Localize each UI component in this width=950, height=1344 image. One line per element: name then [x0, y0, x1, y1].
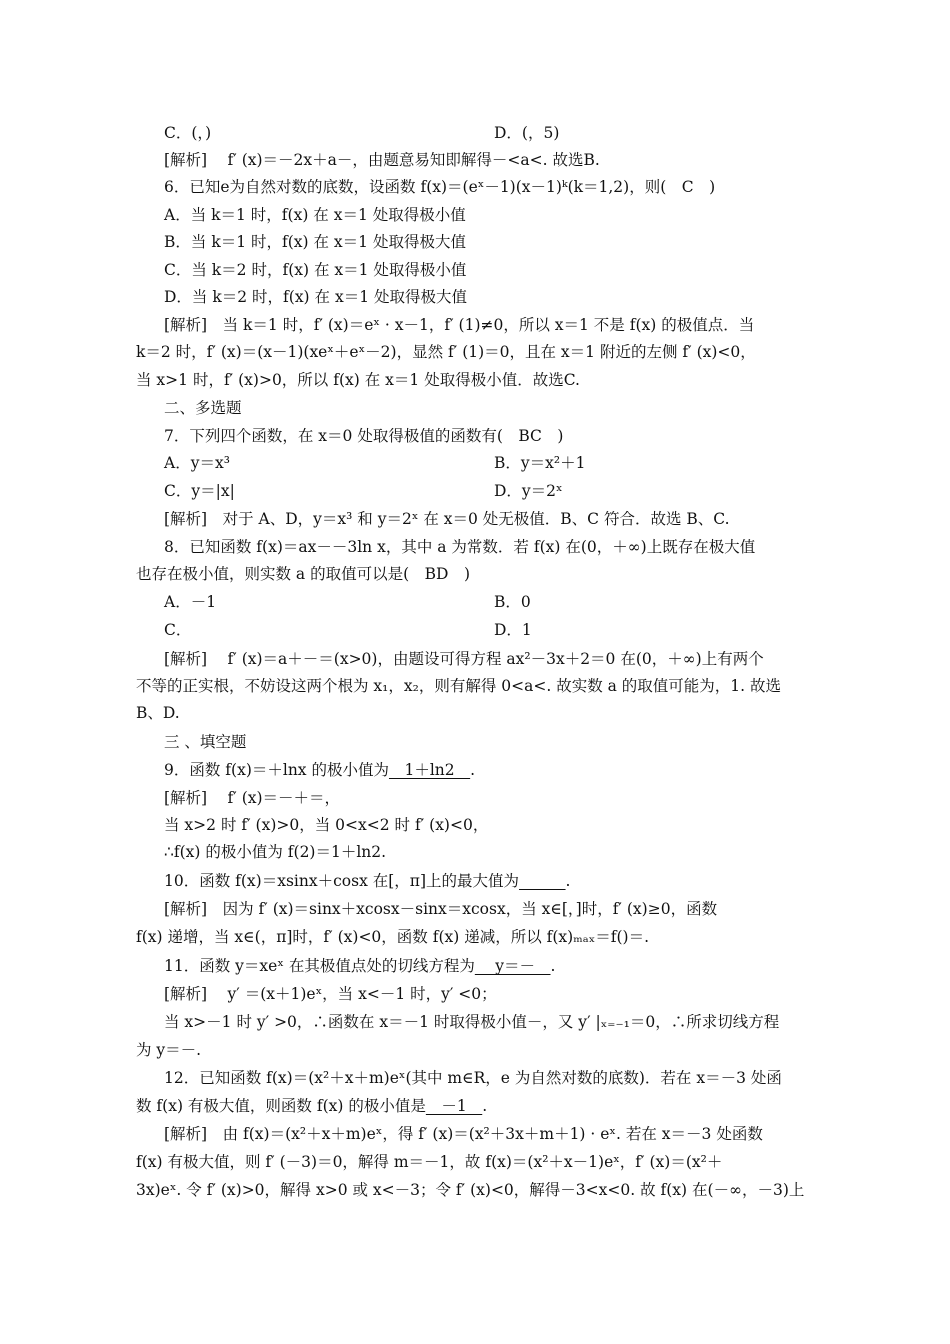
analysis-q7: [解析] 对于 A、D，y＝x³ 和 y＝2ˣ 在 x＝0 处无极值．B、C 符合．故选 B、C. — [164, 510, 730, 528]
analysis-q11-line1: [解析] y′ ＝(x＋1)eˣ，当 x<－1 时，y′ <0； — [164, 985, 497, 1003]
analysis-q10-line1: [解析] 因为 f′ (x)＝sinx＋xcosx－sinx＝xcosx，当 x∈[，]时，f′ (x)≥0，函数 — [164, 900, 718, 918]
option-c-q7: C．y＝|x| — [164, 482, 235, 500]
analysis-q6-line1: [解析] 当 k＝1 时，f′ (x)＝eˣ · x－1，f′ (1)≠0，所以 x＝1 不是 f(x) 的极值点．当 — [164, 316, 755, 334]
question-11-period: . — [550, 957, 556, 975]
analysis-q6-line3: 当 x>1 时，f′ (x)>0，所以 f(x) 在 x＝1 处取得极小值．故选C. — [136, 371, 580, 389]
question-7: 7．下列四个函数，在 x＝0 处取得极值的函数有( BC ) — [164, 427, 564, 445]
question-11 — [164, 956, 555, 976]
analysis-q12-line1: [解析] 由 f(x)＝(x²＋x＋m)eˣ，得 f′ (x)＝(x²＋3x＋m＋1) · eˣ. 若在 x＝－3 处函数 — [164, 1125, 763, 1143]
question-11-text: 11．函数 y＝xeˣ 在其极值点处的切线方程为 — [164, 957, 475, 975]
analysis-q9-line3: ∴f(x) 的极小值为 f(2)＝1＋ln2. — [164, 843, 387, 861]
analysis-q11-line3: 为 y＝－. — [136, 1041, 202, 1059]
option-d-q7: D．y＝2ˣ — [494, 482, 563, 500]
analysis-q5: [解析] f′ (x)＝－2x＋a－，由题意易知即解得－<a<. 故选B. — [164, 151, 600, 169]
analysis-q10-line2: f(x) 递增，当 x∈(，π]时，f′ (x)<0，函数 f(x) 递减，所以 f(x)ₘₐₓ＝f()＝. — [136, 928, 650, 946]
option-b-q8: B．0 — [494, 593, 531, 611]
option-a-q7: A．y＝x³ — [164, 454, 230, 472]
option-d-q5: D．(，5) — [494, 124, 560, 142]
analysis-q8-line3: B、D. — [136, 704, 180, 722]
section-heading-multiple-choice: 二、多选题 — [164, 399, 242, 417]
question-12-line2 — [136, 1096, 487, 1116]
analysis-q12-line3: 3x)eˣ. 令 f′ (x)>0，解得 x>0 或 x<－3；令 f′ (x)<0，解得－3<x<0. 故 f(x) 在(－∞，－3)上 — [136, 1181, 805, 1199]
option-c-q5: C．(，) — [164, 124, 212, 142]
section-heading-fill-in: 三 、填空题 — [164, 733, 247, 751]
question-6: 6．已知e为自然对数的底数，设函数 f(x)＝(eˣ－1)(x－1)ᵏ(k＝1,2)，则( C ) — [164, 178, 716, 196]
option-c-q8: C． — [164, 621, 192, 639]
question-10-period: . — [565, 872, 571, 890]
question-9-text: 9．函数 f(x)＝＋lnx 的极小值为 — [164, 761, 389, 779]
analysis-q8-line1: [解析] f′ (x)＝a＋－＝(x>0)，由题设可得方程 ax²－3x＋2＝0 在(0，＋∞)上有两个 — [164, 650, 764, 668]
question-12-line1: 12．已知函数 f(x)＝(x²＋x＋m)eˣ(其中 m∈R，e 为自然对数的底数)．若在 x＝－3 处函 — [164, 1069, 782, 1087]
option-d-q8: D．1 — [494, 621, 532, 639]
analysis-q9-line2: 当 x>2 时 f′ (x)>0，当 0<x<2 时 f′ (x)<0， — [164, 816, 489, 834]
analysis-q6-line2: k＝2 时，f′ (x)＝(x－1)(xeˣ＋eˣ－2)，显然 f′ (1)＝0，且在 x＝1 附近的左侧 f′ (x)<0， — [136, 343, 756, 361]
question-12-period: . — [482, 1097, 488, 1115]
question-10 — [164, 871, 570, 891]
option-b-q7: B．y＝x²＋1 — [494, 454, 586, 472]
question-8-line1: 8．已知函数 f(x)＝ax－－3ln x，其中 a 为常数．若 f(x) 在(0，＋∞)上既存在极大值 — [164, 538, 756, 556]
question-9-answer: 1＋ln2 — [388, 761, 471, 779]
question-10-answer — [519, 872, 566, 890]
question-8-line2: 也存在极小值，则实数 a 的取值可以是( BD ) — [136, 565, 471, 583]
option-a-q8: A．－1 — [164, 593, 217, 611]
question-12-text: 数 f(x) 有极大值，则函数 f(x) 的极小值是 — [136, 1097, 426, 1115]
analysis-q8-line2: 不等的正实根，不妨设这两个根为 x₁，x₂，则有解得 0<a<. 故实数 a 的取值可能为，1. 故选 — [136, 677, 782, 695]
question-11-answer: y＝－ — [474, 957, 551, 975]
analysis-q9-line1: [解析] f′ (x)＝－＋＝， — [164, 789, 341, 807]
option-b-q6: B．当 k＝1 时，f(x) 在 x＝1 处取得极大值 — [164, 233, 466, 251]
option-d-q6: D．当 k＝2 时，f(x) 在 x＝1 处取得极大值 — [164, 288, 467, 306]
option-a-q6: A．当 k＝1 时，f(x) 在 x＝1 处取得极小值 — [164, 206, 466, 224]
question-12-answer: －1 — [425, 1097, 483, 1115]
question-10-text: 10．函数 f(x)＝xsinx＋cosx 在[，π]上的最大值为 — [164, 872, 520, 890]
question-9-period: . — [470, 761, 476, 779]
analysis-q11-line2: 当 x>－1 时 y′ >0，∴函数在 x＝－1 时取得极小值－，又 y′ |ₓ₌₋₁＝0，∴所求切线方程 — [164, 1013, 780, 1031]
analysis-q12-line2: f(x) 有极大值，则 f′ (－3)＝0，解得 m＝－1，故 f(x)＝(x²＋x－1)eˣ，f′ (x)＝(x²＋ — [136, 1153, 723, 1171]
option-c-q6: C．当 k＝2 时，f(x) 在 x＝1 处取得极小值 — [164, 261, 467, 279]
question-9 — [164, 760, 475, 780]
